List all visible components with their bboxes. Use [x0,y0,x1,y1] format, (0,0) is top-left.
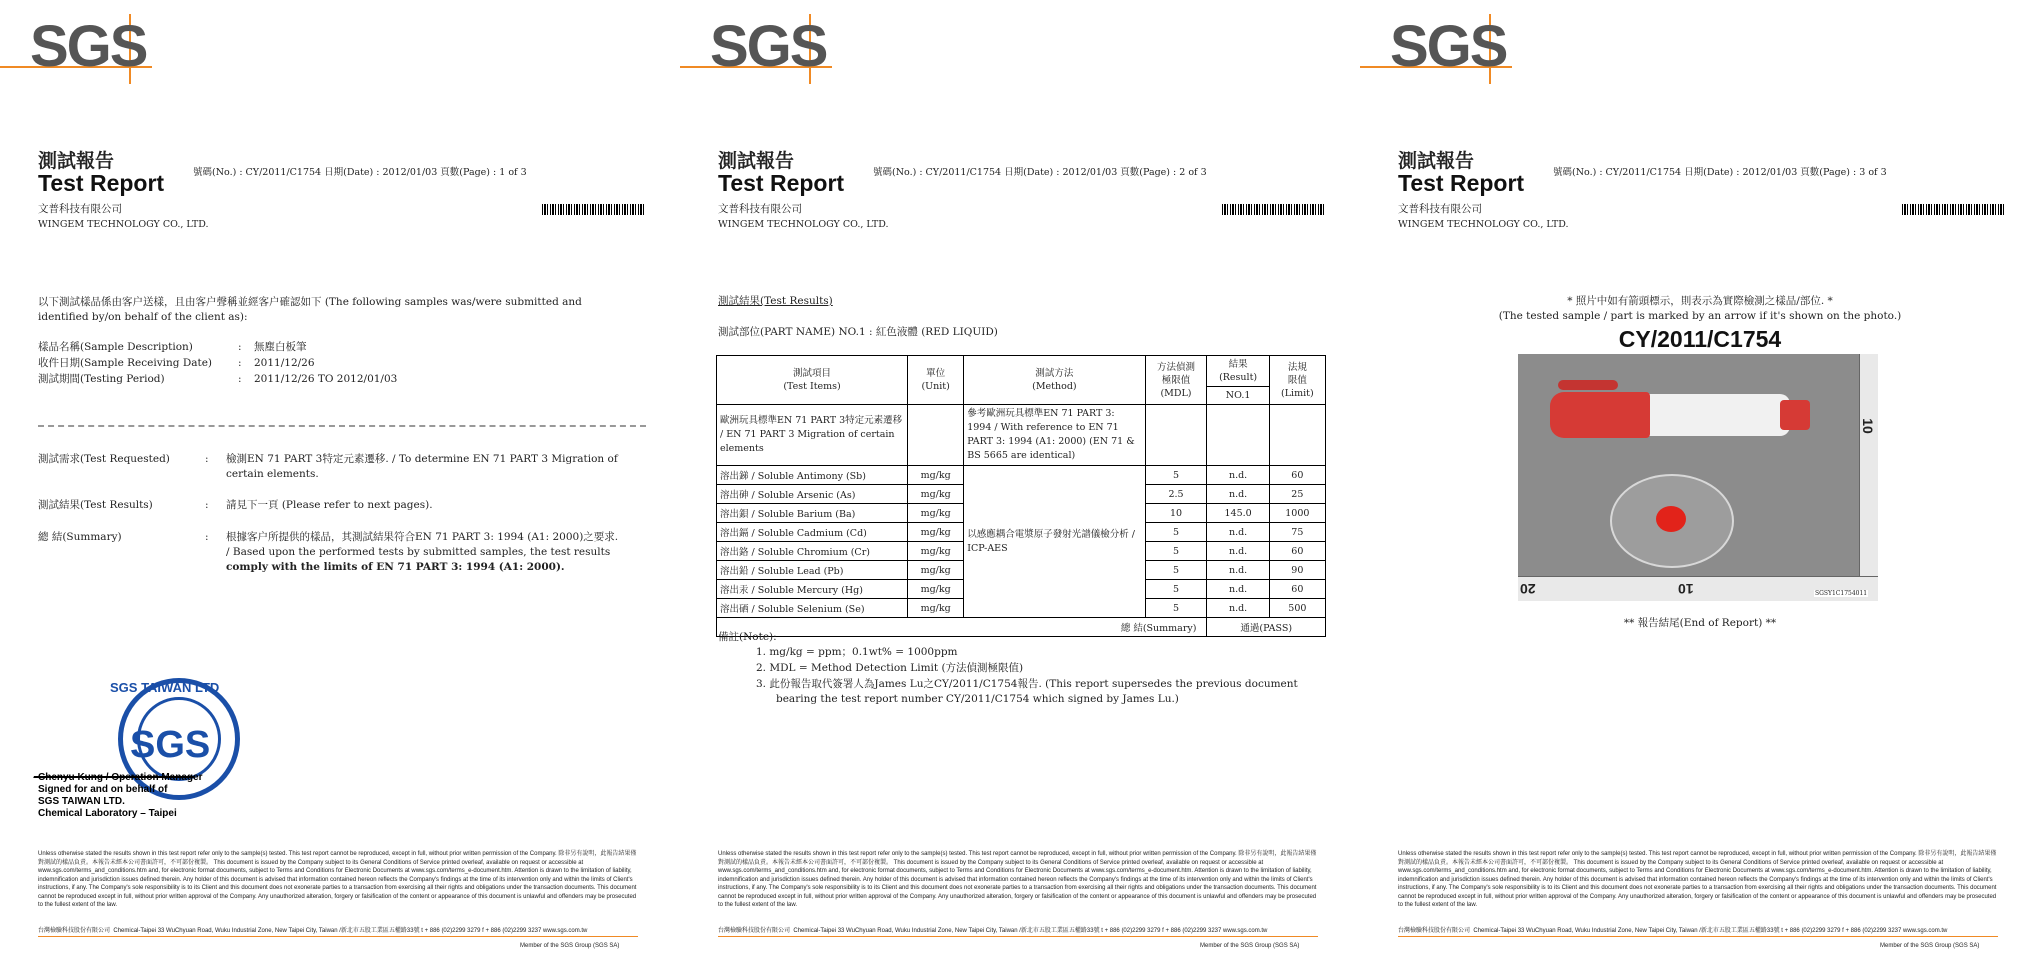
ruler-label: 10 [1860,418,1877,434]
photo-note-cn: * 照片中如有箭頭標示，則表示為實際檢測之樣品/部位. * [1567,295,1833,307]
cell-result: n.d. [1207,523,1269,542]
cell-mdl: 5 [1145,523,1207,542]
cell-limit: 60 [1269,542,1325,561]
group-method: 參考歐洲玩具標準EN 71 PART 3: 1994 / With reference to EN 71 PART 3: 1994 (A1: 2000) (EN 71 & BS 5665 are identical) [964,405,1145,466]
note-item: 3. 此份報告取代簽署人為James Lu之CY/2011/C1754報告. (This report supersedes the previous document [756,678,1298,690]
marker-clip [1558,380,1618,390]
report-meta: 號碼(No.) : CY/2011/C1754 日期(Date) : 2012/01/03 頁數(Page) : 3 of 3 [1553,167,1887,178]
cell-result: n.d. [1207,599,1269,618]
cell-mdl: 5 [1145,580,1207,599]
footer-address-text: Chemical-Taipei 33 WuChyuan Road, Wuku Industrial Zone, New Taipei City, Taiwan /新北市五股工業區五權路33號 t + 886 (02)2299 3279 f + 886 (02)2299 3237 www.sgs.com.tw [1473,928,1948,934]
results-table [716,355,1326,637]
summary-label: 總 結(Summary) [38,531,122,543]
cell-item: 溶出硒 / Soluble Selenium (Se) [717,599,908,618]
cell-unit: mg/kg [908,523,964,542]
test-requested-value: certain elements. [226,468,319,480]
company-cn: 文普科技有限公司 [1398,203,1482,215]
footer-member: Member of the SGS Group (SGS SA) [1200,943,1300,949]
signature-block [38,772,202,820]
cell-mdl: 5 [1145,542,1207,561]
footer-rule [38,936,638,937]
footer-address-text: Chemical-Taipei 33 WuChyuan Road, Wuku Industrial Zone, New Taipei City, Taiwan /新北市五股工業區五權路33號 t + 886 (02)2299 3279 f + 886 (02)2299 3237 www.sgs.com.tw [113,928,588,934]
sample-desc-label: 樣品名稱(Sample Description) [38,341,193,353]
test-results-value: 請見下一頁 (Please refer to next pages). [226,499,433,511]
cell [1145,405,1207,466]
ruler-label: 20 [1520,581,1536,597]
header-items: 測試項目 (Test Items) [717,356,908,405]
test-requested-label: 測試需求(Test Requested) [38,453,170,465]
testing-period-label: 測試期間(Testing Period) [38,373,165,385]
signatory-line: SGS TAIWAN LTD. [38,796,125,807]
red-liquid-sample [1656,506,1686,532]
colon: : [205,453,209,465]
footer-member: Member of the SGS Group (SGS SA) [520,943,620,949]
test-requested-value: 檢測EN 71 PART 3特定元素遷移. / To determine EN 71 PART 3 Migration of [226,453,618,465]
signatory-line: Chemical Laboratory – Taipei [38,808,177,819]
results-heading: 測試結果(Test Results) [718,295,833,307]
report-page-3 [1360,0,2040,964]
colon: : [205,531,209,543]
cell-mdl: 5 [1145,599,1207,618]
summary-value: / Based upon the performed tests by submitted samples, the test results [226,546,611,558]
cell-item: 溶出鉛 / Soluble Lead (Pb) [717,561,908,580]
header-result: 結果 (Result) [1207,356,1269,387]
summary-value: comply with the limits of EN 71 PART 3: 1994 (A1: 2000). [226,561,565,573]
note-item: 1. mg/kg = ppm；0.1wt% = 1000ppm [756,646,958,658]
title-en: Test Report [38,170,165,196]
footer-disclaimer: Unless otherwise stated the results shown in this test report refer only to the sample(s) tested. This test report cannot be reproduced, except in full, without prior written permission of the Company. 除非另有說明，此報告結果僅對測試的樣品負責。本報告未經本公司書面許可，不可部份複製。 This document is issued by the Company subject to its General Conditions of Service printed overleaf, available on request or accessible at www.sgs.com/terms_and_conditions.htm and, for electronic format documents, subject to Terms and Conditions for Electronic Documents at www.sgs.com/terms_e-document.htm. Attention is drawn to the limitation of liability, indemnification and jurisdiction issues defined therein. Any holder of this document is advised that information contained hereon reflects the Company's findings at the time of its intervention only and within the limits of Client's instructions, if any. The Company's sole responsibility is to its Client and this document does not exonerate parties to a transaction from exercising all their rights and obligations under the transaction documents. This document cannot be reproduced except in full, without prior written approval of the Company. Any unauthorized alteration, forgery or falsification of the content or appearance of this document is unlawful and offenders may be prosecuted to the fullest extent of the law. [38,851,637,908]
ruler-bottom [1518,576,1878,601]
cell-unit: mg/kg [908,485,964,504]
footer-company: 台灣檢驗科技股份有限公司 [38,928,111,934]
stamp-logo: SGS [130,724,211,766]
cell-limit: 60 [1269,580,1325,599]
note-label: 備註(Note): [718,631,777,643]
company-en: WINGEM TECHNOLOGY CO., LTD. [1398,219,1569,230]
ruler-right [1859,354,1878,601]
footer-rule [718,936,1318,937]
group-item: 歐洲玩具標準EN 71 PART 3特定元素遷移 / EN 71 PART 3 Migration of certain elements [717,405,908,466]
footer-company: 台灣檢驗科技股份有限公司 [718,928,791,934]
footer-address [718,925,1318,934]
title-cn: 測試報告 [38,150,115,172]
cell-item: 溶出鎘 / Soluble Cadmium (Cd) [717,523,908,542]
cell-limit: 25 [1269,485,1325,504]
report-meta: 號碼(No.) : CY/2011/C1754 日期(Date) : 2012/01/03 頁數(Page) : 1 of 3 [193,167,527,178]
barcode [542,204,644,215]
title-en: Test Report [718,170,845,196]
footer-disclaimer: Unless otherwise stated the results shown in this test report refer only to the sample(s) tested. This test report cannot be reproduced, except in full, without prior written permission of the Company. 除非另有說明，此報告結果僅對測試的樣品負責。本報告未經本公司書面許可，不可部份複製。 This document is issued by the Company subject to its General Conditions of Service printed overleaf, available on request or accessible at www.sgs.com/terms_and_conditions.htm and, for electronic format documents, subject to Terms and Conditions for Electronic Documents at www.sgs.com/terms_e-document.htm. Attention is drawn to the limitation of liability, indemnification and jurisdiction issues defined therein. Any holder of this document is advised that information contained hereon reflects the Company's findings at the time of its intervention only and within the limits of Client's instructions, if any. The Company's sole responsibility is to its Client and this document does not exonerate parties to a transaction from exercising all their rights and obligations under the transaction documents. This document cannot be reproduced except in full, without prior written approval of the Company. Any unauthorized alteration, forgery or falsification of the content or appearance of this document is unlawful and offenders may be prosecuted to the fullest extent of the law. [1398,851,1997,908]
report-meta: 號碼(No.) : CY/2011/C1754 日期(Date) : 2012/01/03 頁數(Page) : 2 of 3 [873,167,1207,178]
cell-unit: mg/kg [908,580,964,599]
cell-unit: mg/kg [908,599,964,618]
cell-mdl: 10 [1145,504,1207,523]
title-cn: 測試報告 [1398,150,1475,172]
intro-line: 以下測試樣品係由客户送樣，且由客户聲稱並經客户確認如下 (The following samples was/were submitted and [38,296,582,308]
footer-rule [1398,936,1998,937]
summary-label: 總 結(Summary) [717,618,1207,637]
barcode [1222,204,1324,215]
sgs-logo: SGS [30,14,147,79]
ruler-label: 10 [1678,581,1694,597]
note-item: 2. MDL = Method Detection Limit (方法偵測極限值) [756,662,1024,674]
part-name: 測試部位(PART NAME) NO.1 : 紅色液體 (RED LIQUID) [718,326,998,338]
cell-mdl: 5 [1145,466,1207,485]
cell-result: n.d. [1207,466,1269,485]
marker-end [1780,400,1810,430]
cell-unit: mg/kg [908,466,964,485]
report-page-1 [0,0,680,964]
company-en: WINGEM TECHNOLOGY CO., LTD. [38,219,209,230]
cell-method-icp: 以感應耦合電漿原子發射光譜儀檢分析 / ICP-AES [964,466,1145,618]
intro-line: identified by/on behalf of the client as): [38,311,248,323]
colon: : [238,373,242,385]
header-mdl: 方法偵測 極限值 (MDL) [1145,356,1207,405]
sample-desc-value: 無塵白板筆 [254,341,307,353]
footer-company: 台灣檢驗科技股份有限公司 [1398,928,1471,934]
table-header-row [717,356,1326,387]
cell-limit: 500 [1269,599,1325,618]
header-limit: 法規 限值 (Limit) [1269,356,1325,405]
cell-limit: 60 [1269,466,1325,485]
cell-mdl: 2.5 [1145,485,1207,504]
cell-limit: 90 [1269,561,1325,580]
cell-unit: mg/kg [908,542,964,561]
sgs-logo: SGS [710,14,827,79]
cell-limit: 1000 [1269,504,1325,523]
photo-id-label: SGSY1C1754011 [1815,590,1868,597]
company-cn: 文普科技有限公司 [38,203,122,215]
end-of-report: ** 報告結尾(End of Report) ** [1623,617,1777,629]
header-unit: 單位 (Unit) [908,356,964,405]
photo-report-number: CY/2011/C1754 [1618,326,1782,352]
table-row [717,405,1326,466]
cell-item: 溶出鋇 / Soluble Barium (Ba) [717,504,908,523]
sgs-logo: SGS [1390,14,1507,79]
marker-cap [1550,392,1650,438]
footer-address [38,925,638,934]
summary-value: 根據客户所提供的樣品，其測試結果符合EN 71 PART 3: 1994 (A1: 2000)之要求. [226,531,619,543]
footer-member: Member of the SGS Group (SGS SA) [1880,943,1980,949]
signatory-line: Signed for and on behalf of [38,784,168,795]
cell [1269,405,1325,466]
footer-disclaimer: Unless otherwise stated the results shown in this test report refer only to the sample(s) tested. This test report cannot be reproduced, except in full, without prior written permission of the Company. 除非另有說明，此報告結果僅對測試的樣品負責。本報告未經本公司書面許可，不可部份複製。 This document is issued by the Company subject to its General Conditions of Service printed overleaf, available on request or accessible at www.sgs.com/terms_and_conditions.htm and, for electronic format documents, subject to Terms and Conditions for Electronic Documents at www.sgs.com/terms_e-document.htm. Attention is drawn to the limitation of liability, indemnification and jurisdiction issues defined therein. Any holder of this document is advised that information contained hereon reflects the Company's findings at the time of its intervention only and within the limits of Client's instructions, if any. The Company's sole responsibility is to its Client and this document does not exonerate parties to a transaction from exercising all their rights and obligations under the transaction documents. This document cannot be reproduced except in full, without prior written approval of the Company. Any unauthorized alteration, forgery or falsification of the content or appearance of this document is unlawful and offenders may be prosecuted to the fullest extent of the law. [718,851,1317,908]
stamp-ring-text: SGS TAIWAN LTD [110,680,220,695]
header-result-no: NO.1 [1207,387,1269,405]
test-results-label: 測試結果(Test Results) [38,499,153,511]
testing-period-value: 2011/12/26 TO 2012/01/03 [254,373,398,385]
cell-result: n.d. [1207,580,1269,599]
company-en: WINGEM TECHNOLOGY CO., LTD. [718,219,889,230]
summary-row [717,618,1326,637]
receiving-date-value: 2011/12/26 [254,357,315,369]
colon: : [238,341,242,353]
header-method: 測試方法 (Method) [964,356,1145,405]
report-page-2 [680,0,1360,964]
receiving-date-label: 收件日期(Sample Receiving Date) [38,357,213,369]
cell-item: 溶出砷 / Soluble Arsenic (As) [717,485,908,504]
cell-item: 溶出銻 / Soluble Antimony (Sb) [717,466,908,485]
title-en: Test Report [1398,170,1525,196]
barcode [1902,204,2004,215]
footer-address-text: Chemical-Taipei 33 WuChyuan Road, Wuku Industrial Zone, New Taipei City, Taiwan /新北市五股工業區五權路33號 t + 886 (02)2299 3279 f + 886 (02)2299 3237 www.sgs.com.tw [793,928,1268,934]
sample-photo [1518,354,1878,601]
cell-result: n.d. [1207,485,1269,504]
cell-unit: mg/kg [908,561,964,580]
divider [38,425,646,427]
cell [1207,405,1269,466]
cell-unit: mg/kg [908,504,964,523]
cell-item: 溶出汞 / Soluble Mercury (Hg) [717,580,908,599]
colon: : [238,357,242,369]
summary-value: 通過(PASS) [1207,618,1326,637]
cell-mdl: 5 [1145,561,1207,580]
cell [908,405,964,466]
photo-note-en: (The tested sample / part is marked by an arrow if it's shown on the photo.) [1498,310,1902,322]
cell-limit: 75 [1269,523,1325,542]
title-cn: 測試報告 [718,150,795,172]
signatory-name: Chenyu Kung / Operation Manager [38,772,203,783]
colon: : [205,499,209,511]
footer-address [1398,925,1998,934]
note-item: bearing the test report number CY/2011/C1754 which signed by James Lu.) [776,693,1179,705]
company-cn: 文普科技有限公司 [718,203,802,215]
cell-result: n.d. [1207,542,1269,561]
cell-result: 145.0 [1207,504,1269,523]
cell-result: n.d. [1207,561,1269,580]
table-row [717,466,1326,485]
cell-item: 溶出鉻 / Soluble Chromium (Cr) [717,542,908,561]
